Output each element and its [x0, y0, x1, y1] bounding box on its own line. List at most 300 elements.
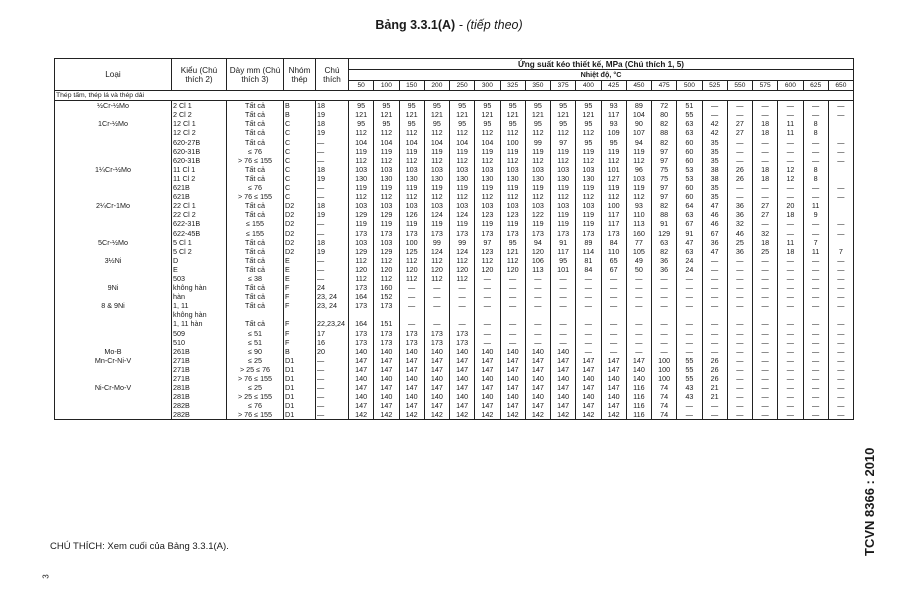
stress-value-cell: 18	[753, 119, 778, 128]
stress-value-cell: 112	[399, 274, 424, 283]
stress-value-cell: 119	[399, 147, 424, 156]
stress-value-cell: —	[601, 319, 626, 328]
steel-type-cell: Mn-Cr-Ni-V	[55, 356, 172, 365]
table-row	[55, 128, 854, 137]
stress-value-cell: —	[828, 365, 853, 374]
stress-value-cell: 99	[450, 238, 475, 247]
stress-value-cell: —	[803, 229, 828, 238]
stress-value-cell: —	[778, 147, 803, 156]
stress-value-cell: 95	[450, 101, 475, 111]
stress-value-cell	[727, 310, 752, 319]
stress-value-cell	[450, 310, 475, 319]
stress-value-cell: 112	[551, 128, 576, 137]
stress-value-cell	[803, 310, 828, 319]
stress-value-cell: 8	[803, 128, 828, 137]
steel-group-cell: C	[284, 128, 316, 137]
steel-type-cell-empty	[55, 192, 172, 201]
temperature-header-cell: 500	[677, 81, 702, 91]
stress-value-cell: 173	[424, 229, 449, 238]
stress-value-cell: —	[702, 256, 727, 265]
table-row	[55, 274, 854, 283]
stress-value-cell: 8	[803, 119, 828, 128]
stress-value-cell: 120	[500, 265, 525, 274]
note-cell: —	[316, 256, 349, 265]
stress-value-cell: —	[803, 329, 828, 338]
stress-value-cell: 140	[475, 347, 500, 356]
steel-group-cell: D1	[284, 374, 316, 383]
grade-cell: hàn	[172, 292, 227, 301]
table-row	[55, 401, 854, 410]
stress-value-cell	[500, 310, 525, 319]
stress-value-cell: 119	[349, 147, 374, 156]
stress-value-cell: —	[803, 192, 828, 201]
stress-value-cell: 63	[652, 238, 677, 247]
stress-value-cell: 18	[778, 210, 803, 219]
stress-value-cell: 142	[399, 410, 424, 420]
stress-value-cell: —	[803, 401, 828, 410]
steel-type-cell-empty	[55, 219, 172, 228]
stress-value-cell: 95	[576, 119, 601, 128]
steel-group-cell: D1	[284, 392, 316, 401]
steel-type-cell-empty	[55, 338, 172, 347]
stress-value-cell: 130	[374, 174, 399, 183]
stress-value-cell: 8	[803, 174, 828, 183]
stress-value-cell: 43	[677, 383, 702, 392]
stress-value-cell: —	[551, 338, 576, 347]
header-steel-group: Nhóm thép	[284, 59, 316, 91]
stress-value-cell: 147	[349, 356, 374, 365]
grade-cell: 12 Cl 1	[172, 119, 227, 128]
stress-value-cell: 119	[576, 147, 601, 156]
stress-value-cell: 112	[450, 156, 475, 165]
thickness-cell: Tất cả	[227, 174, 284, 183]
table-row	[55, 365, 854, 374]
table-row	[55, 310, 854, 319]
stress-value-cell: 27	[727, 119, 752, 128]
steel-type-cell-empty	[55, 138, 172, 147]
stress-value-cell: 147	[525, 356, 550, 365]
stress-value-cell: 147	[424, 365, 449, 374]
stress-value-cell: —	[677, 329, 702, 338]
stress-value-cell: 142	[374, 410, 399, 420]
stress-value-cell: 95	[424, 119, 449, 128]
stress-value-cell: 25	[727, 238, 752, 247]
stress-value-cell: —	[727, 101, 752, 111]
stress-value-cell: —	[702, 292, 727, 301]
stress-value-cell: 147	[475, 356, 500, 365]
stress-value-cell: 112	[626, 156, 651, 165]
stress-value-cell: —	[424, 319, 449, 328]
stress-value-cell: —	[828, 265, 853, 274]
stress-value-cell: —	[727, 274, 752, 283]
stress-value-cell: 147	[601, 383, 626, 392]
stress-value-cell: —	[828, 319, 853, 328]
stress-value-cell: 119	[525, 219, 550, 228]
note-cell: —	[316, 138, 349, 147]
steel-type-cell-empty	[55, 110, 172, 119]
stress-value-cell: 112	[399, 156, 424, 165]
stress-value-cell: —	[702, 319, 727, 328]
stress-value-cell: 112	[424, 156, 449, 165]
stress-value-cell: —	[753, 265, 778, 274]
stress-value-cell: 124	[424, 210, 449, 219]
stress-value-cell: —	[677, 292, 702, 301]
stress-value-cell: 121	[374, 110, 399, 119]
note-cell: —	[316, 156, 349, 165]
note-cell: 19	[316, 174, 349, 183]
stress-value-cell: 121	[424, 110, 449, 119]
temperature-header-cell: 450	[626, 81, 651, 91]
stress-value-cell: 112	[576, 128, 601, 137]
stress-value-cell: —	[828, 219, 853, 228]
stress-value-cell: 91	[551, 238, 576, 247]
grade-cell: 22 Cl 1	[172, 201, 227, 210]
stress-value-cell: —	[778, 392, 803, 401]
stress-value-cell: 142	[576, 410, 601, 420]
stress-value-cell: —	[828, 156, 853, 165]
table-row	[55, 383, 854, 392]
grade-cell: 510	[172, 338, 227, 347]
thickness-cell: ≤ 90	[227, 347, 284, 356]
stress-value-cell: 95	[374, 101, 399, 111]
header-design-stress: Ứng suất kéo thiết kế, MPa (Chú thích 1, 5)	[349, 59, 854, 70]
stress-value-cell: —	[652, 347, 677, 356]
stress-value-cell: —	[626, 319, 651, 328]
stress-value-cell: —	[475, 329, 500, 338]
stress-table-body	[55, 91, 854, 420]
stress-value-cell: 95	[374, 119, 399, 128]
stress-value-cell: 11	[778, 119, 803, 128]
stress-value-cell: 173	[424, 329, 449, 338]
stress-value-cell	[475, 310, 500, 319]
steel-group-cell: F	[284, 301, 316, 310]
stress-value-cell: —	[828, 292, 853, 301]
stress-value-cell: —	[652, 283, 677, 292]
steel-type-cell: 5Cr-½Mo	[55, 238, 172, 247]
grade-cell: 621B	[172, 183, 227, 192]
table-row	[55, 338, 854, 347]
stress-value-cell: 173	[551, 229, 576, 238]
stress-value-cell: 112	[424, 192, 449, 201]
stress-value-cell: 121	[551, 110, 576, 119]
thickness-cell: Tất cả	[227, 128, 284, 137]
stress-value-cell: 140	[450, 392, 475, 401]
stress-value-cell: 147	[374, 383, 399, 392]
stress-value-cell: —	[803, 283, 828, 292]
stress-value-cell: —	[803, 219, 828, 228]
stress-value-cell	[753, 310, 778, 319]
thickness-cell: ≤ 38	[227, 274, 284, 283]
stress-value-cell: 147	[424, 356, 449, 365]
stress-value-cell: —	[424, 301, 449, 310]
stress-value-cell: 116	[626, 392, 651, 401]
page-mark: 3	[41, 574, 51, 579]
stress-value-cell: —	[652, 274, 677, 283]
stress-value-cell: 95	[399, 101, 424, 111]
note-cell: 18	[316, 119, 349, 128]
stress-value-cell: —	[652, 338, 677, 347]
stress-value-cell: 147	[374, 365, 399, 374]
temperature-header-cell: 550	[727, 81, 752, 91]
thickness-cell: > 76 ≤ 155	[227, 192, 284, 201]
stress-value-cell: 18	[753, 238, 778, 247]
steel-group-cell: F	[284, 283, 316, 292]
grade-cell: 261B	[172, 347, 227, 356]
stress-value-cell: —	[803, 183, 828, 192]
stress-value-cell: 173	[576, 229, 601, 238]
stress-value-cell: —	[576, 301, 601, 310]
stress-value-cell: 130	[551, 174, 576, 183]
stress-value-cell: 35	[702, 156, 727, 165]
stress-value-cell: 127	[601, 174, 626, 183]
steel-type-cell: 1Cr-½Mo	[55, 119, 172, 128]
grade-cell: 282B	[172, 410, 227, 420]
stress-value-cell: 147	[349, 401, 374, 410]
stress-value-cell: 25	[753, 247, 778, 256]
stress-value-cell: 36	[702, 238, 727, 247]
stress-value-cell: 112	[450, 274, 475, 283]
stress-value-cell: —	[803, 265, 828, 274]
stress-value-cell: —	[803, 383, 828, 392]
stress-value-cell: —	[475, 283, 500, 292]
stress-value-cell: 64	[677, 201, 702, 210]
note-cell: 20	[316, 347, 349, 356]
stress-value-cell: —	[828, 347, 853, 356]
grade-cell: 271B	[172, 365, 227, 374]
thickness-cell: ≤ 76	[227, 147, 284, 156]
stress-value-cell: 147	[500, 356, 525, 365]
steel-group-cell: D1	[284, 410, 316, 420]
stress-value-cell: 112	[525, 128, 550, 137]
steel-group-cell: C	[284, 192, 316, 201]
stress-value-cell: 95	[576, 101, 601, 111]
stress-value-cell: 26	[727, 165, 752, 174]
stress-value-cell: 147	[424, 383, 449, 392]
stress-value-cell: 36	[727, 210, 752, 219]
grade-cell: không hàn	[172, 283, 227, 292]
stress-value-cell: 95	[450, 119, 475, 128]
steel-group-cell: B	[284, 110, 316, 119]
stress-value-cell: 24	[677, 265, 702, 274]
stress-value-cell: 26	[727, 174, 752, 183]
thickness-cell: ≤ 25	[227, 383, 284, 392]
temperature-header-cell: 300	[475, 81, 500, 91]
stress-value-cell: —	[727, 374, 752, 383]
steel-type-cell-empty	[55, 401, 172, 410]
stress-value-cell: 7	[828, 247, 853, 256]
stress-value-cell: 140	[525, 347, 550, 356]
stress-value-cell: 24	[677, 256, 702, 265]
stress-value-cell: 147	[374, 401, 399, 410]
stress-value-cell: 140	[601, 392, 626, 401]
table-row	[55, 247, 854, 256]
stress-value-cell: 26	[702, 374, 727, 383]
table-row	[55, 119, 854, 128]
stress-value-cell: 140	[525, 392, 550, 401]
stress-value-cell: 130	[500, 174, 525, 183]
stress-value-cell: 60	[677, 138, 702, 147]
stress-value-cell: 18	[753, 165, 778, 174]
stress-value-cell: 124	[450, 210, 475, 219]
stress-value-cell: 130	[475, 174, 500, 183]
stress-value-cell: —	[500, 283, 525, 292]
thickness-cell: Tất cả	[227, 301, 284, 310]
stress-value-cell: 140	[374, 392, 399, 401]
stress-value-cell: 103	[349, 165, 374, 174]
note-cell: —	[316, 374, 349, 383]
grade-cell: 5 Cl 2	[172, 247, 227, 256]
stress-value-cell: 140	[576, 392, 601, 401]
steel-group-cell: D1	[284, 401, 316, 410]
stress-value-cell: —	[626, 283, 651, 292]
stress-value-cell: 12	[778, 174, 803, 183]
stress-value-cell: 112	[525, 192, 550, 201]
stress-value-cell: —	[551, 292, 576, 301]
stress-value-cell: 82	[652, 247, 677, 256]
steel-type-cell-empty	[55, 128, 172, 137]
stress-value-cell: 119	[450, 147, 475, 156]
stress-value-cell: 35	[702, 138, 727, 147]
table-row	[55, 201, 854, 210]
stress-value-cell: 38	[702, 165, 727, 174]
note-cell: —	[316, 265, 349, 274]
stress-value-cell: 117	[601, 210, 626, 219]
thickness-cell: Tất cả	[227, 247, 284, 256]
stress-value-cell: 140	[475, 392, 500, 401]
stress-value-cell: 116	[626, 410, 651, 420]
grade-cell: 622-31B	[172, 219, 227, 228]
stress-value-cell: 140	[500, 347, 525, 356]
stress-value-cell: —	[626, 338, 651, 347]
stress-value-cell: 103	[450, 201, 475, 210]
stress-value-cell: 74	[652, 392, 677, 401]
stress-value-cell: —	[778, 101, 803, 111]
standard-code: TCVN 8366 : 2010	[862, 447, 877, 556]
temperature-header-cell: 650	[828, 81, 853, 91]
stress-value-cell: 104	[475, 138, 500, 147]
stress-value-cell: 96	[626, 165, 651, 174]
stress-value-cell: 82	[652, 201, 677, 210]
stress-value-cell: 130	[399, 174, 424, 183]
stress-value-cell: 55	[677, 365, 702, 374]
stress-value-cell: 7	[803, 238, 828, 247]
stress-value-cell: 119	[374, 219, 399, 228]
thickness-cell: ≤ 51	[227, 338, 284, 347]
stress-value-cell: —	[753, 283, 778, 292]
stress-value-cell	[525, 310, 550, 319]
stress-value-cell: —	[803, 374, 828, 383]
stress-value-cell: —	[828, 392, 853, 401]
stress-value-cell: 36	[652, 265, 677, 274]
grade-cell: 282B	[172, 401, 227, 410]
stress-value-cell: —	[753, 301, 778, 310]
temperature-header-cell: 150	[399, 81, 424, 91]
stress-value-cell: —	[727, 301, 752, 310]
stress-value-cell	[778, 310, 803, 319]
steel-group-cell: E	[284, 256, 316, 265]
stress-value-cell: 164	[349, 292, 374, 301]
stress-value-cell: 101	[551, 265, 576, 274]
stress-value-cell: 140	[551, 392, 576, 401]
stress-value-cell: —	[828, 383, 853, 392]
stress-value-cell: 119	[551, 219, 576, 228]
temperature-header-cell: 375	[551, 81, 576, 91]
stress-value-cell: 117	[551, 247, 576, 256]
stress-value-cell: 97	[652, 192, 677, 201]
stress-value-cell: 112	[475, 256, 500, 265]
stress-value-cell: —	[778, 183, 803, 192]
stress-value-cell: —	[778, 274, 803, 283]
stress-value-cell: 42	[702, 128, 727, 137]
thickness-cell: > 76 ≤ 155	[227, 156, 284, 165]
stress-value-cell: —	[727, 392, 752, 401]
stress-value-cell: —	[753, 256, 778, 265]
stress-value-cell: 147	[475, 401, 500, 410]
stress-value-cell: 112	[500, 128, 525, 137]
stress-value-cell: 126	[399, 210, 424, 219]
stress-value-cell: 173	[349, 338, 374, 347]
thickness-cell: > 76 ≤ 155	[227, 374, 284, 383]
stress-value-cell: 120	[349, 265, 374, 274]
stress-value-cell: 11	[803, 247, 828, 256]
steel-type-cell: 3½Ni	[55, 256, 172, 265]
stress-value-cell: 121	[399, 110, 424, 119]
stress-value-cell: 107	[626, 128, 651, 137]
stress-value-cell: —	[778, 283, 803, 292]
stress-value-cell: 151	[374, 319, 399, 328]
stress-value-cell	[374, 310, 399, 319]
stress-value-cell: 8	[803, 165, 828, 174]
grade-cell: D	[172, 256, 227, 265]
stress-value-cell: 173	[601, 229, 626, 238]
stress-value-cell: —	[551, 283, 576, 292]
stress-value-cell: —	[626, 329, 651, 338]
stress-value-cell: —	[424, 292, 449, 301]
stress-value-cell: 147	[424, 401, 449, 410]
stress-value-cell: 119	[500, 147, 525, 156]
stress-value-cell: 130	[450, 174, 475, 183]
stress-value-cell: 60	[677, 183, 702, 192]
stress-value-cell: 147	[399, 401, 424, 410]
stress-value-cell: 95	[399, 119, 424, 128]
stress-value-cell: 103	[349, 201, 374, 210]
stress-value-cell: —	[601, 329, 626, 338]
stress-value-cell: 147	[450, 356, 475, 365]
stress-value-cell: 147	[475, 383, 500, 392]
stress-value-cell: 91	[652, 219, 677, 228]
steel-group-cell: D1	[284, 356, 316, 365]
stress-value-cell: 88	[652, 128, 677, 137]
note-cell	[316, 310, 349, 319]
steel-group-cell: D2	[284, 229, 316, 238]
table-row	[55, 219, 854, 228]
stress-value-cell: 119	[475, 147, 500, 156]
stress-value-cell: 53	[677, 165, 702, 174]
thickness-cell	[227, 310, 284, 319]
stress-value-cell: —	[399, 283, 424, 292]
stress-value-cell: 147	[500, 365, 525, 374]
stress-value-cell: 173	[399, 338, 424, 347]
stress-value-cell: —	[727, 410, 752, 420]
table-row	[55, 283, 854, 292]
stress-value-cell: —	[753, 110, 778, 119]
stress-value-cell: 119	[601, 183, 626, 192]
stress-value-cell: 119	[525, 183, 550, 192]
stress-value-cell: 116	[626, 401, 651, 410]
stress-value-cell: 125	[399, 247, 424, 256]
stress-value-cell: 95	[500, 238, 525, 247]
table-row	[55, 256, 854, 265]
